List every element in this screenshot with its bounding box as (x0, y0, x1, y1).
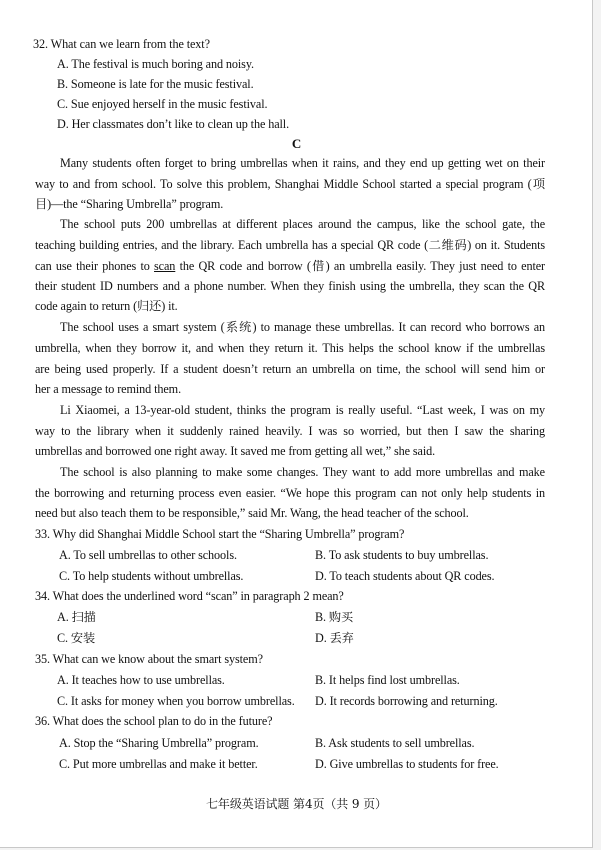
page-footer: 七年级英语试题 第4页（共 9 页） (206, 797, 387, 811)
q35-option-c: C. It asks for money when you borrow umbrellas. (57, 694, 295, 708)
passage-text: can use their phones to (35, 259, 155, 273)
question-34: 34. What does the underlined word “scan” in paragraph 2 mean? (35, 589, 344, 603)
q36-option-d: D. Give umbrellas to students for free. (315, 757, 499, 771)
q36-option-a: A. Stop the “Sharing Umbrella” program. (59, 736, 259, 750)
passage-line: umbrellas and borrowed one right away. It saved me from getting all wet,” she said. (35, 444, 436, 458)
passage-line: her a message to remind them. (35, 382, 182, 396)
q33-option-c: C. To help students without umbrellas. (59, 569, 244, 583)
section-heading: C (291, 136, 302, 151)
q32-option-a: A. The festival is much boring and noisy. (57, 57, 254, 71)
q33-option-d: D. To teach students about QR codes. (315, 569, 495, 583)
q34-option-a: A. 扫描 (57, 610, 96, 624)
passage-line: The school is also planning to make some changes. They want to add more umbrellas and make (60, 465, 545, 479)
question-32: 32. What can we learn from the text? (33, 37, 210, 51)
q32-option-b: B. Someone is late for the music festival. (57, 77, 254, 91)
passage-line: code again to return (归还) it. (35, 299, 178, 313)
passage-line: teaching building entries, and the library. Each umbrella has a special QR code (二维码) on it. Students (35, 238, 545, 252)
question-35: 35. What can we know about the smart system? (35, 652, 263, 666)
q32-option-d: D. Her classmates don’t like to clean up the hall. (57, 117, 290, 131)
passage-line: are being used properly. If a student doesn’t return an umbrella on time, the school will send him or (35, 362, 545, 376)
passage-line: The school uses a smart system (系统) to manage these umbrellas. It can record who borrows an (60, 320, 545, 334)
passage-line: way to and from school. To solve this problem, Shanghai Middle School started a special program (项 (35, 177, 545, 191)
question-33: 33. Why did Shanghai Middle School start the “Sharing Umbrella” program? (35, 527, 405, 541)
q34-option-d: D. 丢弃 (315, 631, 354, 645)
passage-line: 目)—the “Sharing Umbrella” program. (35, 197, 224, 211)
passage-line: Many students often forget to bring umbrellas when it rains, and they end up getting wet on their (60, 156, 545, 170)
q35-option-b: B. It helps find lost umbrellas. (315, 673, 460, 687)
passage-line: need but also teach them to be responsible,” said Mr. Wang, the head teacher of the school. (35, 506, 469, 520)
q35-option-a: A. It teaches how to use umbrellas. (57, 673, 225, 687)
q33-option-a: A. To sell umbrellas to other schools. (59, 548, 237, 562)
passage-line: the borrowing and returning process even easier. “We hope this program can not only help students in (35, 486, 545, 500)
passage-text: the QR code and borrow (借) an umbrella easily. They just need to enter (179, 259, 545, 273)
q33-option-b: B. To ask students to buy umbrellas. (315, 548, 489, 562)
q32-option-c: C. Sue enjoyed herself in the music festival. (57, 97, 268, 111)
q36-option-b: B. Ask students to sell umbrellas. (315, 736, 475, 750)
passage-line-with-underline (35, 258, 545, 274)
passage-line: their student ID numbers and a phone number. When they finish using the umbrella, they scan the QR (35, 279, 545, 293)
question-36: 36. What does the school plan to do in the future? (35, 714, 273, 728)
q35-option-d: D. It records borrowing and returning. (315, 694, 498, 708)
q34-option-c: C. 安装 (57, 631, 96, 645)
passage-line: The school puts 200 umbrellas at different places around the campus, like the school gate, the (60, 217, 545, 231)
q34-option-b: B. 购买 (315, 610, 354, 624)
q36-option-c: C. Put more umbrellas and make it better. (59, 757, 258, 771)
passage-line: umbrella, when they borrow it, and when they return it. This helps the school know if the umbrellas (35, 341, 545, 355)
underlined-word-scan: scan (154, 259, 176, 273)
passage-line: Li Xiaomei, a 13-year-old student, thinks the program is really useful. “Last week, I was on my (60, 403, 545, 417)
passage-line: way to the library when it suddenly rained heavily. I was so worried, but then I saw the sharing (35, 424, 545, 438)
